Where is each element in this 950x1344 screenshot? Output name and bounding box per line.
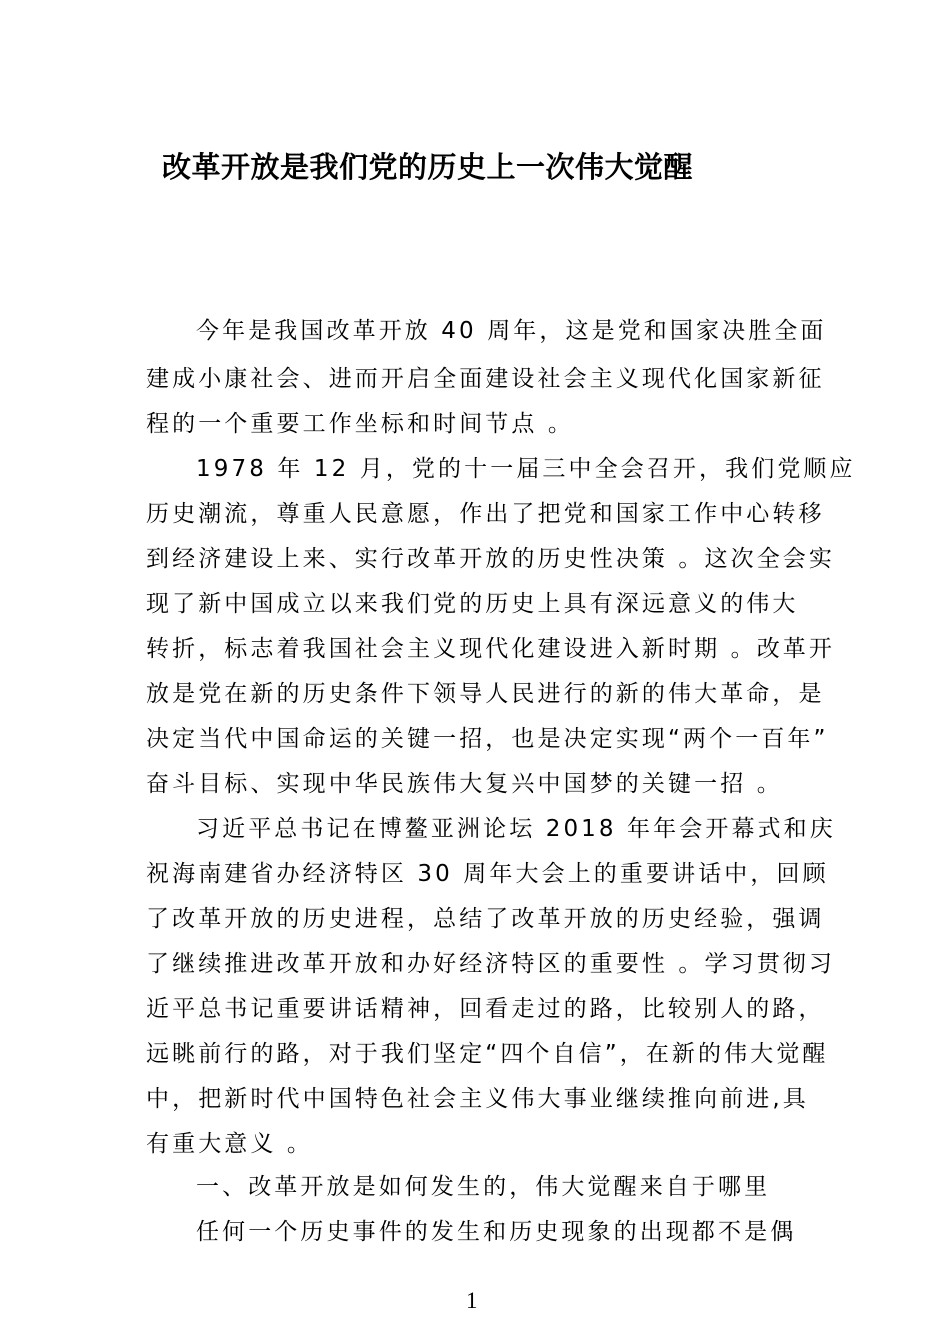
page-number: 1 bbox=[466, 1288, 478, 1313]
body-line: 建成小康社会、进而开启全面建设社会主义现代化国家新征 bbox=[146, 366, 825, 392]
body-line: 到经济建设上来、实行改革开放的历史性决策 。这次全会实 bbox=[146, 546, 836, 572]
body-line: 了改革开放的历史进程，总结了改革开放的历史经验，强调 bbox=[146, 906, 825, 932]
body-line: 有重大意义 。 bbox=[146, 1131, 314, 1157]
body-line: 放是党在新的历史条件下领导人民进行的新的伟大革命，是 bbox=[146, 681, 825, 707]
body-line: 中，把新时代中国特色社会主义伟大事业继续推向前进,具 bbox=[146, 1086, 809, 1112]
body-line: 习近平总书记在博鳌亚洲论坛 2018 年年会开幕式和庆 bbox=[196, 816, 836, 842]
document-title: 改革开放是我们党的历史上一次伟大觉醒 bbox=[162, 150, 694, 184]
body-line: 任何一个历史事件的发生和历史现象的出现都不是偶 bbox=[196, 1219, 797, 1245]
section-heading: 一、改革开放是如何发生的，伟大觉醒来自于哪里 bbox=[196, 1174, 771, 1200]
body-line: 转折，标志着我国社会主义现代化建设进入新时期 。改革开 bbox=[146, 636, 836, 662]
body-line: 现了新中国成立以来我们党的历史上具有深远意义的伟大 bbox=[146, 591, 799, 617]
body-line: 历史潮流，尊重人民意愿，作出了把党和国家工作中心转移 bbox=[146, 501, 825, 527]
body-line: 程的一个重要工作坐标和时间节点 。 bbox=[146, 411, 575, 437]
body-line: 1978 年 12 月，党的十一届三中全会召开，我们党顺应 bbox=[196, 456, 856, 482]
body-line: 祝海南建省办经济特区 30 周年大会上的重要讲话中，回顾 bbox=[146, 861, 829, 887]
body-line: 远眺前行的路，对于我们坚定“四个自信”，在新的伟大觉醒 bbox=[146, 1041, 829, 1067]
body-line: 奋斗目标、实现中华民族伟大复兴中国梦的关键一招 。 bbox=[146, 771, 783, 797]
body-line: 近平总书记重要讲话精神，回看走过的路，比较别人的路， bbox=[146, 996, 825, 1022]
body-line: 今年是我国改革开放 40 周年，这是党和国家决胜全面 bbox=[196, 318, 827, 344]
body-line: 决定当代中国命运的关键一招，也是决定实现“两个一百年” bbox=[146, 726, 829, 752]
body-line: 了继续推进改革开放和办好经济特区的重要性 。学习贯彻习 bbox=[146, 951, 836, 977]
